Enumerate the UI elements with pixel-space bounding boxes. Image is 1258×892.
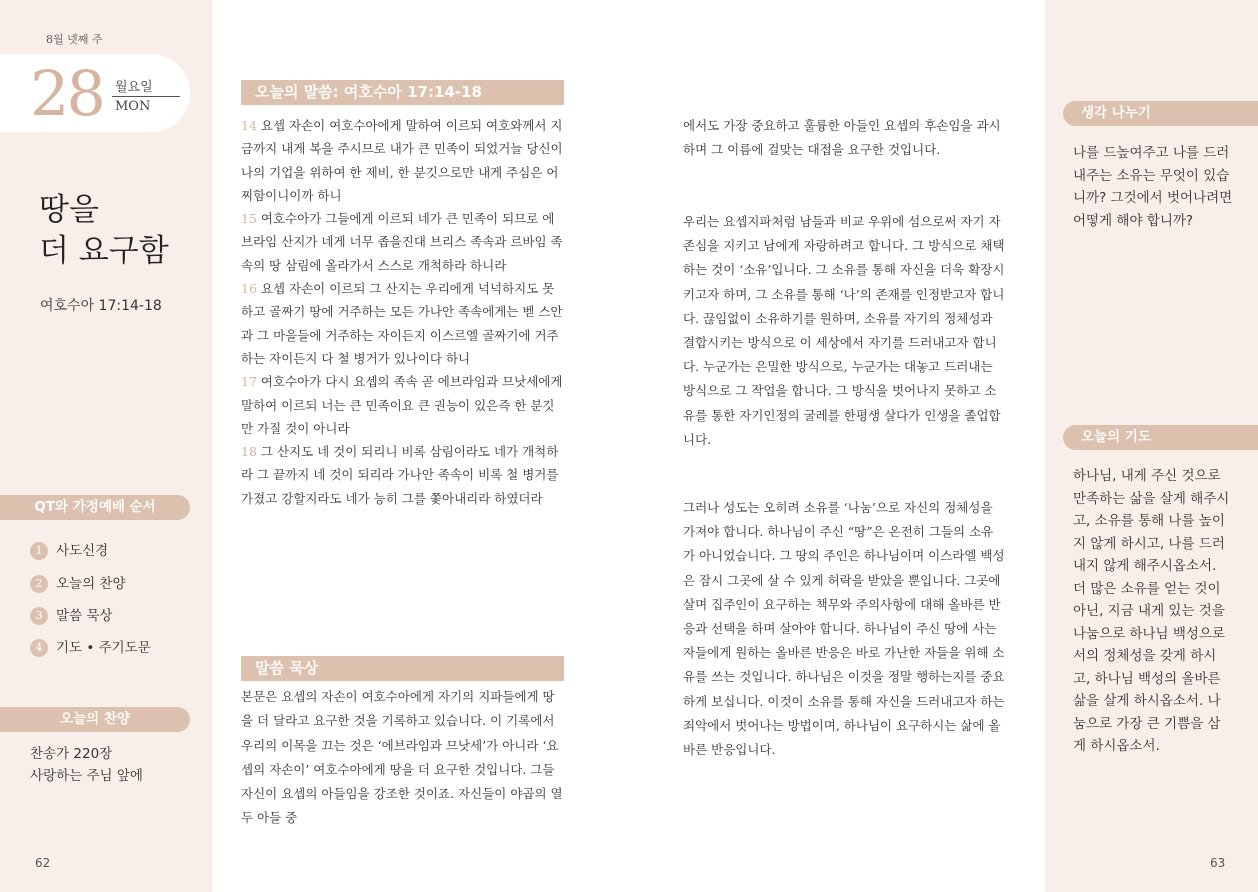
- page-number-left: 62: [35, 856, 51, 870]
- meditation-heading: 말씀 묵상: [241, 656, 564, 681]
- hymn-heading: 오늘의 찬양: [0, 707, 190, 732]
- order-item-label: 말씀 묵상: [56, 608, 113, 624]
- day-number: 28: [30, 57, 103, 130]
- page-title: [39, 190, 169, 272]
- verse-number: 15: [241, 211, 257, 227]
- hymn-title: 사랑하는 주님 앞에: [30, 768, 143, 784]
- scripture-reference: 여호수아 17:14-18: [40, 298, 162, 314]
- number-badge: 1: [30, 542, 48, 560]
- todays-word-heading: 오늘의 말씀: 여호수아 17:14-18: [241, 80, 564, 105]
- order-item-label: 오늘의 찬양: [56, 576, 126, 592]
- meditation-paragraph: 그러나 성도는 오히려 소유를 ‘나눔’으로 자신의 정체성을 가져야 합니다. 하나님이 주신 “땅”은 온전히 그들의 소유가 아니었습니다. 그 땅의 주인은 하나님이며 이스라엘 백성은 잠시 그곳에 살 수 있게 허락을 받았을 뿐입니다. 그곳에 살며 집주인이 요구하는 책무와 주의사항에 대해 올바른 반응과 선택을 하며 살아야 합니다. 하나님이 주신 땅에 사는 자들에게 원하는 올바른 반응은 바로 가난한 자들을 위해 소유를 쓰는 것입니다. 하나님은 이것을 정말 행하는지를 중요하게 보십니다. 이것이 소유를 통해 자신을 드러내고자 하는 죄악에서 벗어나는 방법이며, 하나님이 요구하시는 삶에 올바른 반응입니다.: [683, 500, 1005, 758]
- number-badge: 2: [30, 575, 48, 593]
- prayer-text: 하나님, 내게 주신 것으로 만족하는 삶을 살게 해주시고, 소유를 통해 나를 높이지 않게 하시고, 나를 드러내지 않게 해주시옵소서. 더 많은 소유를 얻는 것이 아닌, 지금 내게 있는 것을 나눔으로 하나님 백성으로서의 정체성을 갖게 하시고, 하나님 백성의 올바른 삶을 살게 하시옵소서. 나눔으로 가장 큰 기쁨을 삼게 하시옵소서.: [1073, 468, 1230, 754]
- title-line: 더 요구함: [39, 233, 169, 269]
- meditation-text: 본문은 요셉의 자손이 여호수아에게 자기의 지파들에게 땅을 더 달라고 요구한 것을 기록하고 있습니다. 이 기록에서 우리의 이목을 끄는 것은 ‘에브라임과 므낫세’가 아니라 ‘요셉의 자손이’ 여호수아에게 땅을 더 요구한 것입니다. 그들 자신이 요셉의 아들임을 강조한 것이죠. 자신들이 야곱의 열두 아들 중: [241, 689, 563, 826]
- day-of-week-english: MON: [115, 99, 151, 114]
- verse-number: 16: [241, 281, 257, 297]
- hymn-info: [30, 743, 143, 787]
- share-thoughts-heading: 생각 나누기: [1063, 101, 1258, 126]
- order-heading: QT와 가정예배 순서: [0, 495, 190, 520]
- order-item: [30, 574, 126, 594]
- date-divider: [112, 96, 180, 97]
- verse-text: 요셉 자손이 여호수아에게 말하여 이르되 여호와께서 지금까지 내게 복을 주시므로 내가 큰 민족이 되었거늘 당신이 나의 기업을 위하여 한 제비, 한 분깃으로만 내게 주심은 어찌함이니이까 하니: [241, 118, 563, 203]
- prayer-heading: 오늘의 기도: [1063, 425, 1258, 450]
- verse-text: 요셉 자손이 이르되 그 산지는 우리에게 넉넉하지도 못하고 골짜기 땅에 거주하는 모든 가나안 족속에게는 벧 스안과 그 마을들에 거주하는 자이든지 이스르엘 골짜기에 거주하는 자이든지 다 철 병거가 있나이다 하니: [241, 281, 563, 366]
- verse-number: 18: [241, 444, 257, 460]
- order-item-label: 기도 • 주기도문: [56, 640, 151, 656]
- day-of-week-korean: 월요일: [115, 80, 153, 95]
- scripture-passage: [241, 114, 564, 510]
- week-label: 8월 넷째 주: [46, 33, 103, 46]
- page-number-right: 63: [1210, 856, 1226, 870]
- verse-number: 14: [241, 118, 257, 133]
- verse-number: 17: [241, 374, 257, 390]
- order-item: [30, 638, 151, 658]
- verse-text: 그 산지도 네 것이 되리니 비록 삼림이라도 네가 개척하라 그 끝까지 네 것이 되리라 가나안 족속이 비록 철 병거를 가졌고 강할지라도 네가 능히 그를 쫓아내리라 하였더라: [241, 444, 559, 506]
- hymn-number: 찬송가 220장: [30, 746, 113, 762]
- verse-text: 여호수아가 다시 요셉의 족속 곧 에브라임과 므낫세에게 말하여 이르되 너는 큰 민족이요 큰 권능이 있은즉 한 분깃만 가질 것이 아니라: [241, 374, 563, 436]
- order-item-label: 사도신경: [56, 543, 109, 559]
- meditation-paragraph: 우리는 요셉지파처럼 남들과 비교 우위에 섬으로써 자기 자존심을 지키고 남에게 자랑하려고 합니다. 그 방식으로 채택하는 것이 ‘소유’입니다. 그 소유를 통해 자신을 더욱 확장시키고자 하며, 그 소유를 통해 ‘나’의 존재를 인정받고자 합니다. 끊임없이 소유하기를 원하며, 소유를 자기의 정체성과 결합시키는 방식으로 이 세상에서 자기를 드러내고자 합니다. 누군가는 은밀한 방식으로, 누군가는 대놓고 드러내는 방식으로 그 작업을 합니다. 그 방식을 벗어나지 못하고 소유를 통한 자기인정의 굴레를 한평생 살다가 인생을 졸업합니다.: [683, 214, 1005, 447]
- verse-text: 여호수아가 그들에게 이르되 네가 큰 민족이 되므로 에브라임 산지가 네게 너무 좁을진대 브리스 족속과 르바임 족속의 땅 삼림에 올라가서 스스로 개척하라 하니라: [241, 211, 563, 273]
- order-item: [30, 541, 108, 561]
- share-thoughts-text: 나를 드높여주고 나를 드러내주는 소유는 무엇이 있습니까? 그것에서 벗어나려면 어떻게 해야 합니까?: [1073, 145, 1233, 229]
- meditation-paragraph: 에서도 가장 중요하고 훌륭한 아들인 요셉의 후손임을 과시하며 그 이름에 걸맞는 대접을 요구한 것입니다.: [683, 118, 1001, 158]
- number-badge: 3: [30, 607, 48, 625]
- order-item: [30, 606, 112, 626]
- number-badge: 4: [30, 639, 48, 657]
- title-line: 땅을: [39, 192, 99, 228]
